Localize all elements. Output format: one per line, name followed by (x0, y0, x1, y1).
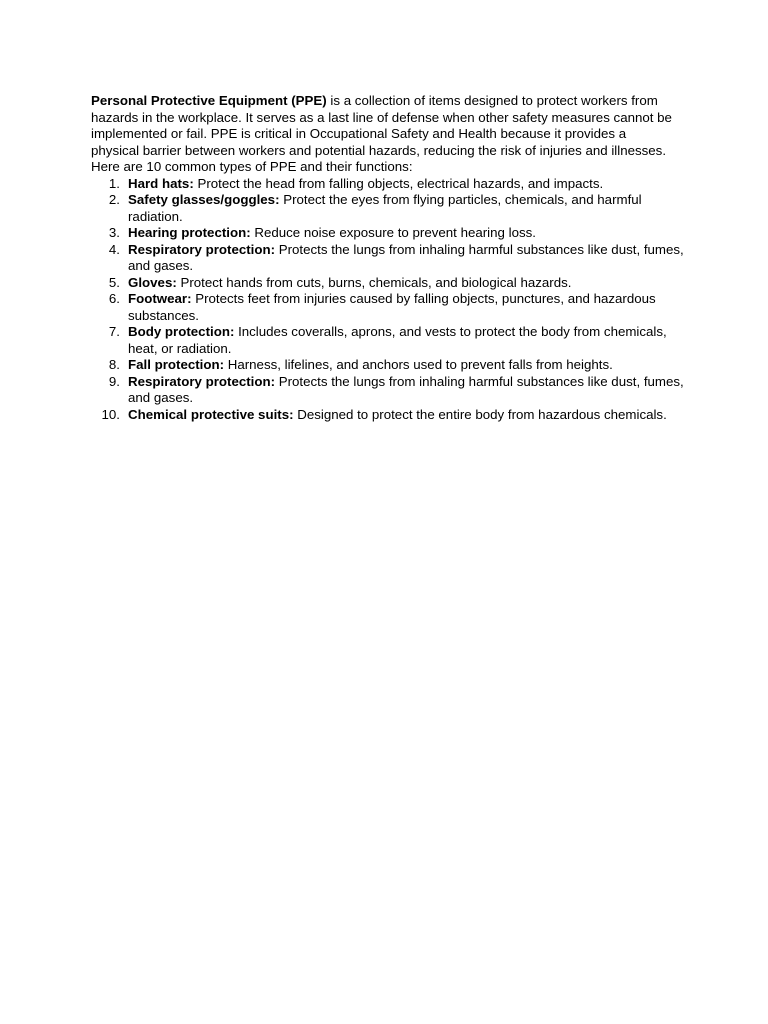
list-item-description: Protects the lungs from inhaling harmful substances like dust, fumes, and gases. (128, 373, 684, 405)
list-item-description: Protect the eyes from flying particles, chemicals, and harmful radiation. (128, 192, 642, 224)
list-item-term: Respiratory protection: (128, 241, 276, 257)
list-item-description: Designed to protect the entire body from hazardous chemicals. (293, 406, 667, 422)
list-item-number: 7. (108, 324, 120, 339)
list-item (91, 275, 691, 292)
list-item-term: Body protection: (128, 324, 235, 339)
list-item-description: Protect hands from cuts, burns, chemicals, and biological hazards. (176, 274, 572, 290)
list-item-description: Reduce noise exposure to prevent hearing loss. (250, 225, 536, 240)
list-item-term: Footwear: (128, 291, 192, 306)
list-item (91, 324, 691, 357)
list-item-description: Includes coveralls, aprons, and vests to protect the body from chemicals, heat, or radiation. (128, 324, 667, 356)
list-item-number: 8. (108, 357, 120, 372)
list-item-number: 4. (108, 241, 120, 257)
list-item (91, 242, 691, 275)
list-item-term: Safety glasses/goggles: (128, 192, 280, 207)
ppe-list (91, 176, 691, 424)
list-item-description: Harness, lifelines, and anchors used to prevent falls from heights. (224, 357, 613, 372)
list-item (91, 374, 691, 407)
list-item-term: Hearing protection: (128, 225, 251, 240)
list-item-number: 2. (108, 192, 120, 207)
list-item-term: Hard hats: (128, 175, 194, 191)
list-lead-sentence: Here are 10 common types of PPE and their functions: (91, 159, 413, 174)
list-item (91, 192, 691, 225)
list-item-term: Chemical protective suits: (128, 406, 294, 422)
list-item-term: Gloves: (128, 274, 177, 290)
document-body (91, 93, 691, 423)
list-item-number: 10. (101, 406, 120, 422)
list-item (91, 291, 691, 324)
list-item-term: Respiratory protection: (128, 373, 276, 389)
intro-text: is a collection of items designed to protect workers from hazards in the workplace. It serves as a last line of defense when other safety measures cannot be implemented or fail. PPE is critical in Occupational Safety and Health because it provides a physical barrier between workers and potential hazards, reducing the risk of injuries and illnesses. (91, 93, 672, 158)
list-item-description: Protect the head from falling objects, electrical hazards, and impacts. (193, 175, 604, 191)
list-item (91, 176, 691, 193)
intro-term: Personal Protective Equipment (PPE) (91, 93, 327, 108)
list-item (91, 407, 691, 424)
list-item-description: Protects feet from injuries caused by falling objects, punctures, and hazardous substances. (128, 291, 656, 323)
list-item (91, 357, 691, 374)
list-item-number: 1. (108, 175, 120, 191)
intro-paragraph (91, 93, 673, 159)
list-item-description: Protects the lungs from inhaling harmful substances like dust, fumes, and gases. (128, 241, 684, 273)
list-item-number: 3. (108, 225, 120, 240)
list-item-number: 6. (108, 291, 120, 306)
list-item-term: Fall protection: (128, 357, 225, 372)
list-item-number: 5. (108, 274, 120, 290)
list-item-number: 9. (108, 373, 120, 389)
list-item (91, 225, 691, 242)
